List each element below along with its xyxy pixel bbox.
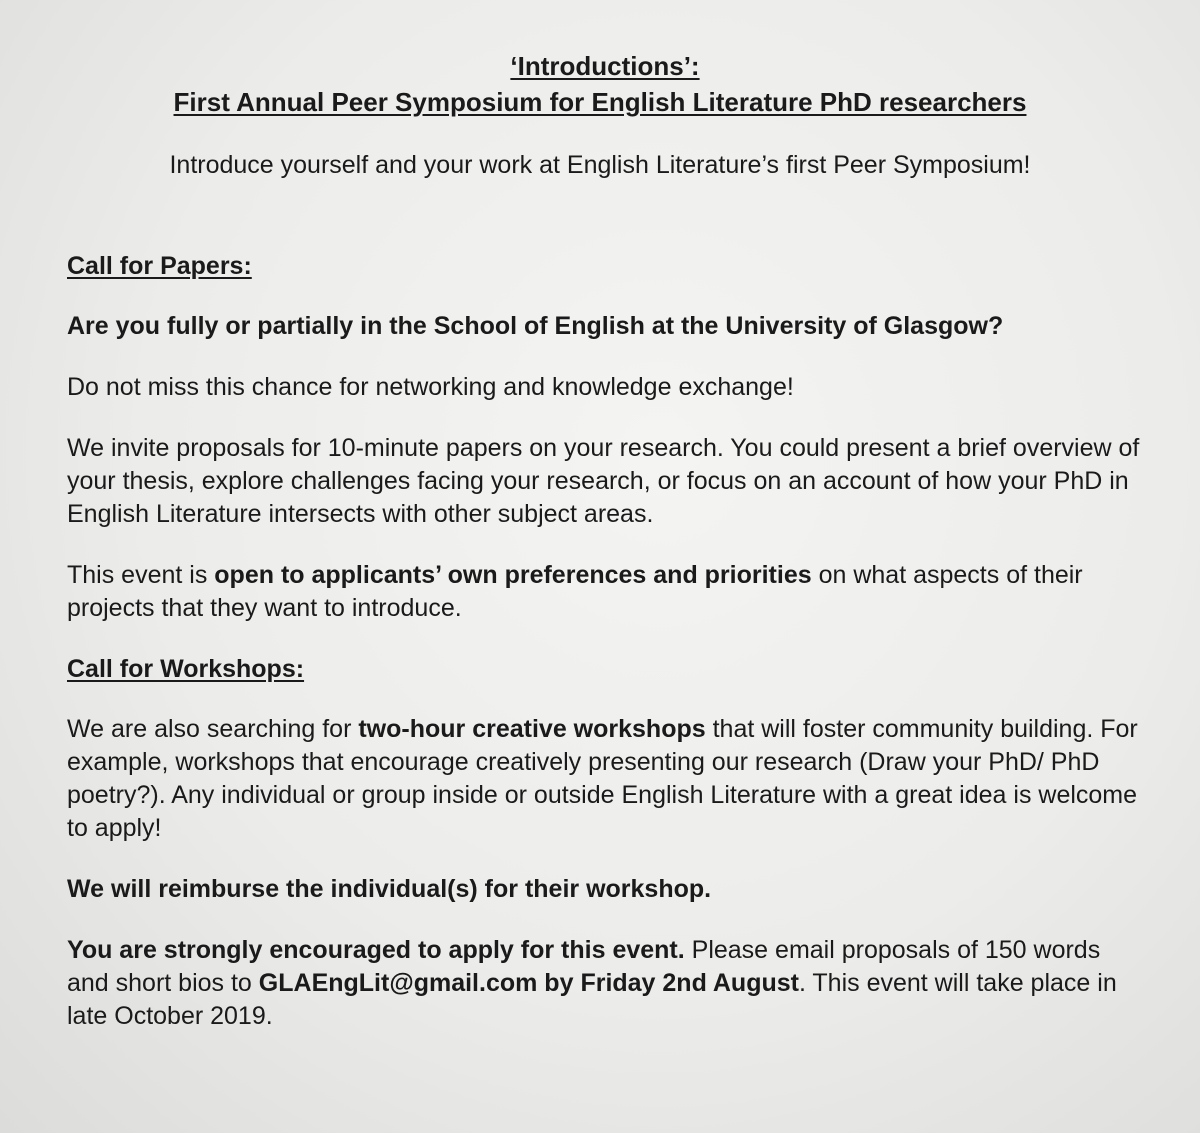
intro-line: Introduce yourself and your work at English Literature’s first Peer Symposium! bbox=[169, 151, 1031, 179]
open-pre: This event is bbox=[67, 561, 215, 589]
deadline-date: Friday 2nd August bbox=[580, 969, 799, 997]
open-post: on what aspects of their projects that they want to introduce. bbox=[67, 561, 1083, 622]
open-bold: open to applicants’ own preferences and priorities bbox=[214, 561, 812, 589]
proposals-text: We invite proposals for 10-minute papers on your research. You could present a brief overview of your thesis, explore challenges facing your research, or focus on an account of how your PhD in English Literature intersects with other subject areas. bbox=[67, 434, 1140, 528]
apply-text bbox=[67, 934, 1127, 1033]
apply-end: . This event will take place in late October 2019. bbox=[67, 969, 1117, 1030]
reimburse-text: We will reimburse the individual(s) for their workshop. bbox=[67, 875, 712, 903]
apply-mid: Please email proposals of 150 words and short bios to bbox=[67, 936, 1101, 997]
networking-text: Do not miss this chance for networking and knowledge exchange! bbox=[67, 373, 794, 401]
workshops-text bbox=[67, 713, 1142, 845]
open-to-applicants-text bbox=[67, 559, 1142, 625]
papers-heading: Call for Papers: bbox=[67, 252, 252, 280]
search-bold: two-hour creative workshops bbox=[358, 715, 706, 743]
apply-bold: You are strongly encouraged to apply for this event. bbox=[67, 936, 685, 964]
title-introductions: ‘Introductions’: bbox=[510, 51, 700, 81]
title-symposium: First Annual Peer Symposium for English Literature PhD researchers bbox=[173, 87, 1027, 117]
contact-email[interactable]: GLAEngLit@gmail.com bbox=[258, 969, 538, 997]
search-post: that will foster community building. For example, workshops that encourage creatively presenting our research (Draw your PhD/ PhD poetry?). Any individual or group inside or outside English Literature with a great idea is welcome to apply! bbox=[67, 715, 1138, 842]
eligibility-question: Are you fully or partially in the School of English at the University of Glasgow? bbox=[67, 312, 1004, 340]
search-pre: We are also searching for bbox=[67, 715, 359, 743]
flyer-title bbox=[0, 48, 1200, 120]
workshops-heading: Call for Workshops: bbox=[67, 655, 305, 683]
flyer-body bbox=[67, 250, 1167, 1033]
apply-by: by bbox=[537, 969, 581, 997]
